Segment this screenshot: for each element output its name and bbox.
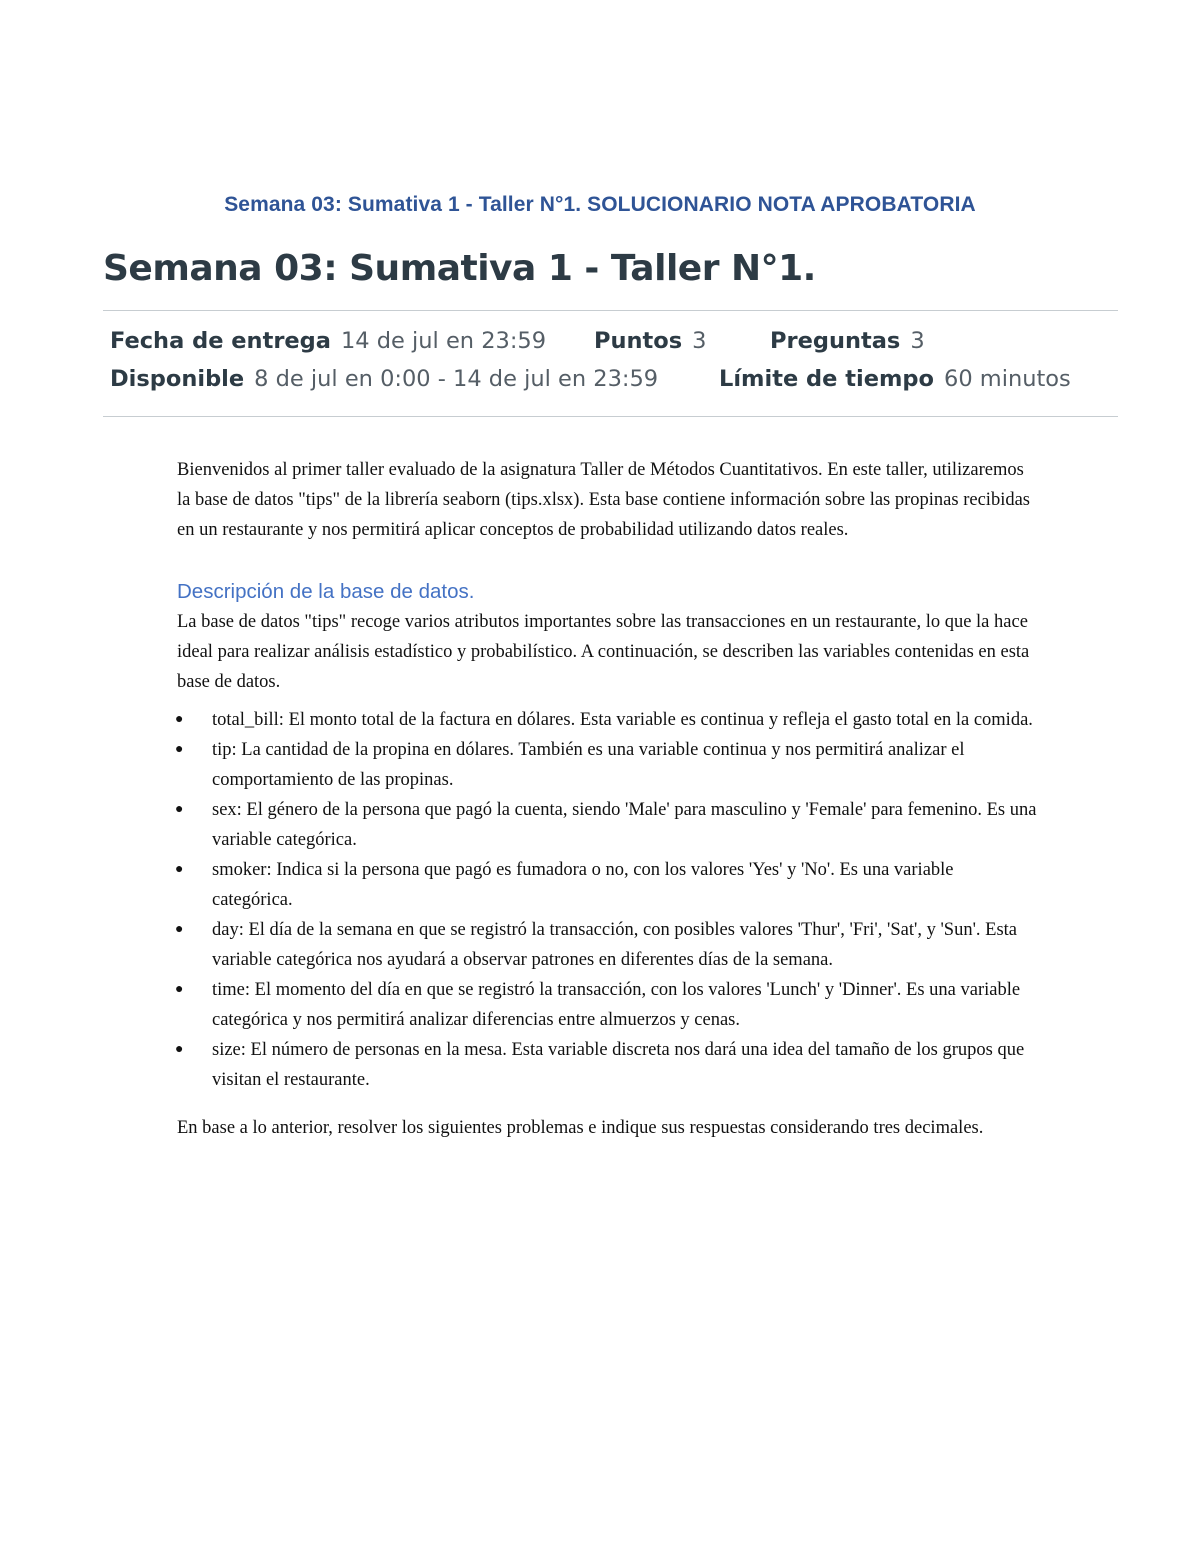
closing-paragraph: En base a lo anterior, resolver los siguientes problemas e indique sus respuestas considerando tres decimales. xyxy=(177,1118,984,1138)
available-value: 8 de jul en 0:00 - 14 de jul en 23:59 xyxy=(254,366,659,392)
bullet-icon: ● xyxy=(175,1042,184,1057)
bullet-icon: ● xyxy=(175,862,184,877)
list-item-text: smoker: Indica si la persona que pagó es fumadora o no, con los valores 'Yes' y 'No'. Es una variable categórica. xyxy=(212,860,954,910)
list-item-text: total_bill: El monto total de la factura en dólares. Esta variable es continua y refleja el gasto total en la comida. xyxy=(212,710,1033,730)
quiz-info-card xyxy=(103,238,1118,418)
time-limit-value: 60 minutos xyxy=(944,366,1071,392)
time-limit xyxy=(719,366,1071,392)
due-label: Fecha de entrega xyxy=(110,328,331,354)
list-item xyxy=(177,735,1037,795)
due-date xyxy=(110,328,546,354)
document-title: Semana 03: Sumativa 1 - Taller N°1. SOLUCIONARIO NOTA APROBATORIA xyxy=(224,193,976,216)
bullet-icon: ● xyxy=(175,742,184,757)
list-item-text: tip: La cantidad de la propina en dólares. También es una variable continua y nos permitirá analizar el comportamiento de las propinas. xyxy=(212,740,965,790)
divider-bottom xyxy=(103,416,1118,417)
availability xyxy=(110,366,658,392)
list-item-text: size: El número de personas en la mesa. Esta variable discreta nos dará una idea del tamaño de los grupos que visitan el restaurante. xyxy=(212,1040,1025,1090)
variables-list xyxy=(177,705,1037,1095)
time-limit-label: Límite de tiempo xyxy=(719,366,934,392)
bullet-icon: ● xyxy=(175,982,184,997)
list-item xyxy=(177,1035,1037,1095)
list-item-text: time: El momento del día en que se registró la transacción, con los valores 'Lunch' y 'Dinner'. Es una variable categórica y nos permitirá analizar diferencias entre almuerzos y cenas. xyxy=(212,980,1021,1030)
bullet-icon: ● xyxy=(175,712,184,727)
section-heading: Descripción de la base de datos. xyxy=(177,580,475,603)
quiz-title: Semana 03: Sumativa 1 - Taller N°1. xyxy=(103,248,816,289)
list-item xyxy=(177,975,1037,1035)
divider-top xyxy=(103,310,1118,311)
list-item-text: sex: El género de la persona que pagó la cuenta, siendo 'Male' para masculino y 'Female' para femenino. Es una variable categórica. xyxy=(212,800,1037,850)
document-body xyxy=(177,455,1037,1143)
list-item xyxy=(177,915,1037,975)
available-label: Disponible xyxy=(110,366,245,392)
list-item xyxy=(177,705,1037,735)
intro-paragraph: Bienvenidos al primer taller evaluado de la asignatura Taller de Métodos Cuantitativos. En este taller, utilizaremos la base de datos "tips" de la librería seaborn (tips.xlsx). Esta base contiene información sobre las propinas recibidas en un restaurante y nos permitirá aplicar conceptos de probabilidad utilizando datos reales. xyxy=(177,460,1030,540)
questions-label: Preguntas xyxy=(770,328,901,354)
points xyxy=(594,328,706,354)
due-value: 14 de jul en 23:59 xyxy=(340,328,547,354)
list-item xyxy=(177,855,1037,915)
list-item-text: day: El día de la semana en que se registró la transacción, con posibles valores 'Thur', 'Fri', 'Sat', y 'Sun'. Esta variable categórica nos ayudará a observar patrones en diferentes días de la semana. xyxy=(212,920,1018,970)
questions-value: 3 xyxy=(910,328,925,354)
list-item xyxy=(177,795,1037,855)
section-paragraph: La base de datos "tips" recoge varios atributos importantes sobre las transacciones en un restaurante, lo que la hace ideal para realizar análisis estadístico y probabilístico. A continuación, se describen las variables contenidas en esta base de datos. xyxy=(177,612,1030,692)
bullet-icon: ● xyxy=(175,802,184,817)
points-label: Puntos xyxy=(594,328,683,354)
bullet-icon: ● xyxy=(175,922,184,937)
points-value: 3 xyxy=(692,328,707,354)
questions xyxy=(770,328,925,354)
